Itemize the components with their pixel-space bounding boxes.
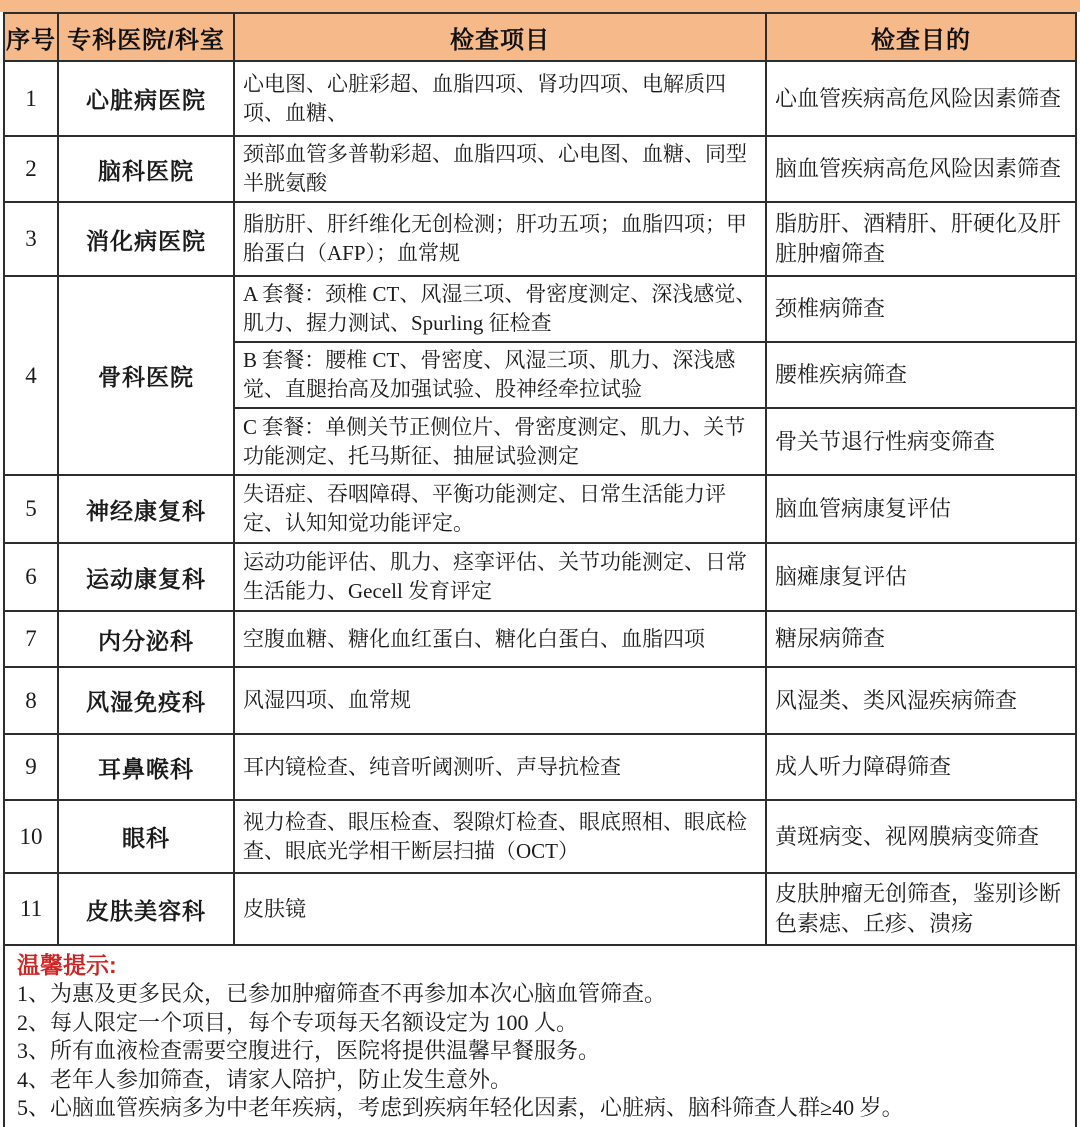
header-purpose: 检查目的: [766, 13, 1076, 61]
purpose-cell: 风湿类、类风湿疾病筛查: [766, 667, 1076, 734]
header-items: 检查项目: [234, 13, 766, 61]
items-cell-package-b: B 套餐：腰椎 CT、骨密度、风湿三项、肌力、深浅感觉、直腿抬高及加强试验、股神经牵拉试验: [234, 342, 766, 408]
row-number-cell: 8: [4, 667, 58, 734]
table-row: [4, 276, 1076, 342]
row-number-cell: 6: [4, 543, 58, 611]
department-cell: 心脏病医院: [58, 61, 234, 136]
purpose-cell: 糖尿病筛查: [766, 611, 1076, 667]
table-row: [4, 543, 1076, 611]
header-no: 序号: [4, 13, 58, 61]
table-row: [4, 475, 1076, 543]
top-accent-strip: [0, 0, 1080, 12]
purpose-cell: 成人听力障碍筛查: [766, 734, 1076, 800]
header-dept: 专科医院/科室: [58, 13, 234, 61]
table-row: [4, 136, 1076, 202]
note-item-1: 1、为惠及更多民众，已参加肿瘤筛查不再参加本次心脑血管筛查。: [17, 981, 667, 1006]
items-cell: 运动功能评估、肌力、痉挛评估、关节功能测定、日常生活能力、Gecell 发育评定: [234, 543, 766, 611]
items-cell: 失语症、吞咽障碍、平衡功能测定、日常生活能力评定、认知知觉功能评定。: [234, 475, 766, 543]
purpose-cell: 颈椎病筛查: [766, 276, 1076, 342]
table-row: [4, 873, 1076, 945]
purpose-cell: 脂肪肝、酒精肝、肝硬化及肝脏肿瘤筛查: [766, 202, 1076, 276]
department-cell: 消化病医院: [58, 202, 234, 276]
department-cell: 内分泌科: [58, 611, 234, 667]
table-row: [4, 61, 1076, 136]
items-cell-package-a: A 套餐：颈椎 CT、风湿三项、骨密度测定、深浅感觉、肌力、握力测试、Spurling 征检查: [234, 276, 766, 342]
row-number-cell: 5: [4, 475, 58, 543]
table-header-row: [4, 13, 1076, 61]
items-cell: 颈部血管多普勒彩超、血脂四项、心电图、血糖、同型半胱氨酸: [234, 136, 766, 202]
note-item-3: 3、所有血液检查需要空腹进行，医院将提供温馨早餐服务。: [17, 1038, 601, 1063]
purpose-cell: 皮肤肿瘤无创筛查，鉴别诊断色素痣、丘疹、溃疡: [766, 873, 1076, 945]
purpose-cell: 脑瘫康复评估: [766, 543, 1076, 611]
table-row: [4, 202, 1076, 276]
row-number-cell: 2: [4, 136, 58, 202]
department-cell: 脑科医院: [58, 136, 234, 202]
department-cell: 骨科医院: [58, 276, 234, 475]
screening-table: [3, 12, 1077, 946]
department-cell: 运动康复科: [58, 543, 234, 611]
row-number-cell: 7: [4, 611, 58, 667]
notes-section: [3, 946, 1077, 1127]
row-number-cell: 10: [4, 800, 58, 873]
table-row: [4, 611, 1076, 667]
items-cell: 皮肤镜: [234, 873, 766, 945]
department-cell: 皮肤美容科: [58, 873, 234, 945]
note-item-4: 4、老年人参加筛查，请家人陪护，防止发生意外。: [17, 1066, 513, 1092]
items-cell-package-c: C 套餐：单侧关节正侧位片、骨密度测定、肌力、关节功能测定、托马斯征、抽屉试验测定: [234, 408, 766, 475]
row-number-cell: 11: [4, 873, 58, 945]
note-item-5: 5、心脑血管疾病多为中老年疾病，考虑到疾病年轻化因素，心脏病、脑科筛查人群≥40 岁。: [17, 1095, 904, 1120]
row-number-cell: 1: [4, 61, 58, 136]
row-number-cell: 4: [4, 276, 58, 475]
items-cell: 空腹血糖、糖化血红蛋白、糖化白蛋白、血脂四项: [234, 611, 766, 667]
department-cell: 神经康复科: [58, 475, 234, 543]
items-cell: 视力检查、眼压检查、裂隙灯检查、眼底照相、眼底检查、眼底光学相干断层扫描（OCT）: [234, 800, 766, 873]
row-number-cell: 9: [4, 734, 58, 800]
items-cell: 耳内镜检查、纯音听阈测听、声导抗检查: [234, 734, 766, 800]
table-row: [4, 667, 1076, 734]
note-item-2: 2、每人限定一个项目，每个专项每天名额设定为 100 人。: [17, 1009, 579, 1035]
table-row: [4, 734, 1076, 800]
items-cell: 心电图、心脏彩超、血脂四项、肾功四项、电解质四项、血糖、: [234, 61, 766, 136]
department-cell: 耳鼻喉科: [58, 734, 234, 800]
department-cell: 风湿免疫科: [58, 667, 234, 734]
content-frame: [3, 12, 1077, 1127]
table-row: [4, 800, 1076, 873]
department-cell: 眼科: [58, 800, 234, 873]
purpose-cell: 脑血管疾病高危风险因素筛查: [766, 136, 1076, 202]
purpose-cell: 骨关节退行性病变筛查: [766, 408, 1076, 475]
purpose-cell: 腰椎疾病筛查: [766, 342, 1076, 408]
purpose-cell: 黄斑病变、视网膜病变筛查: [766, 800, 1076, 873]
purpose-cell: 脑血管病康复评估: [766, 475, 1076, 543]
items-cell: 风湿四项、血常规: [234, 667, 766, 734]
purpose-cell: 心血管疾病高危风险因素筛查: [766, 61, 1076, 136]
row-number-cell: 3: [4, 202, 58, 276]
notes-title: 温馨提示:: [17, 952, 117, 978]
items-cell: 脂肪肝、肝纤维化无创检测；肝功五项；血脂四项；甲胎蛋白（AFP）；血常规: [234, 202, 766, 276]
